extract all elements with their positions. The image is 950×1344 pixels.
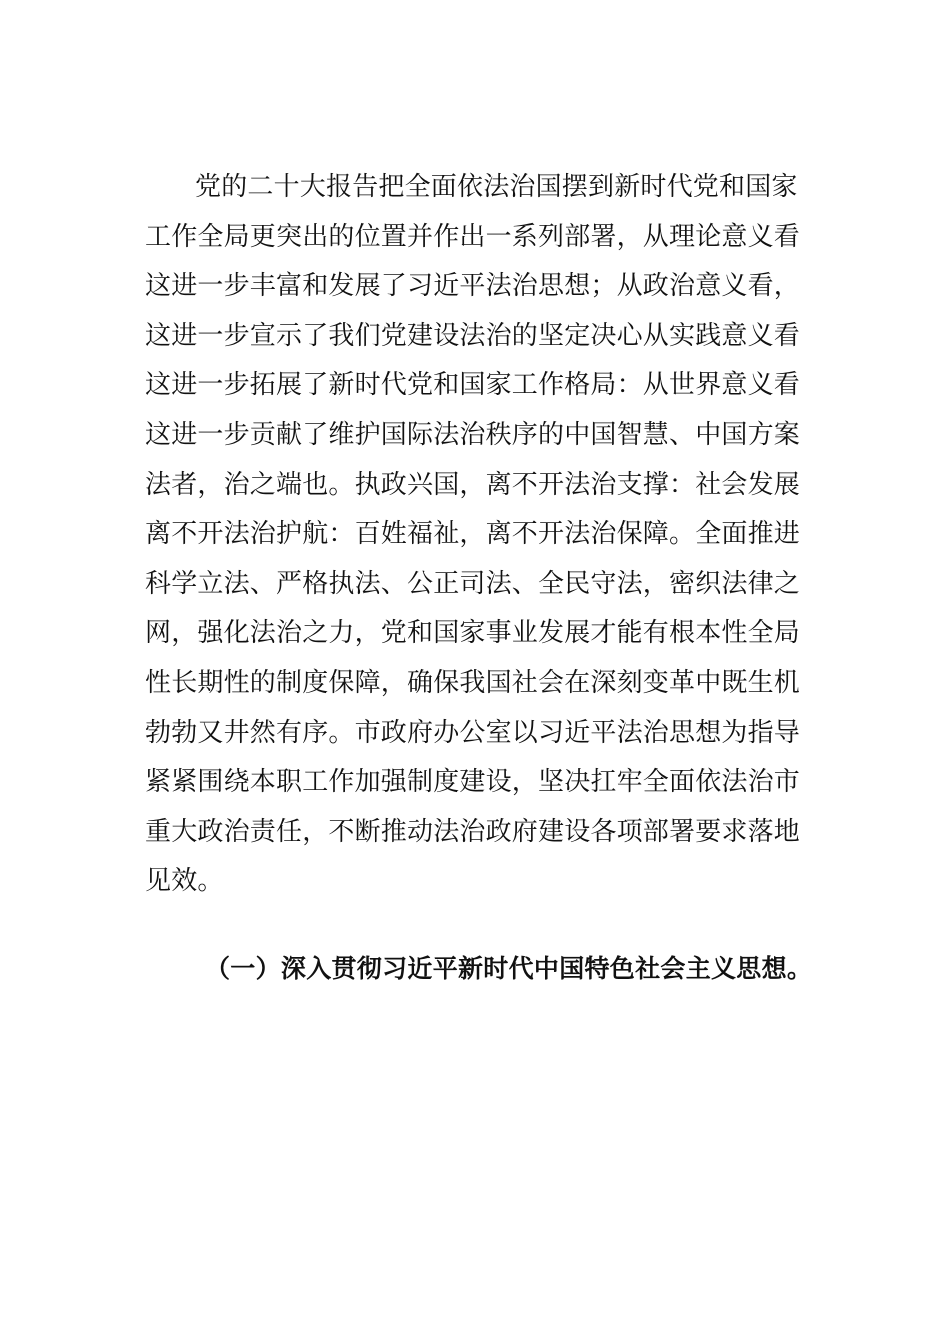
paragraph-line: 党的二十大报告把全面依法治国摆到新时代党和国家 <box>195 172 798 202</box>
paragraph-line: 见效。 <box>145 866 224 897</box>
paragraph-line: 网，强化法治之力，党和国家事业发展才能有根本性全局 <box>145 618 801 649</box>
body-paragraph <box>145 163 810 907</box>
paragraph-line: 性长期性的制度保障，确保我国社会在深刻变革中既生机 <box>145 667 801 698</box>
paragraph-line: 这进一步宣示了我们党建设法治的坚定决心从实践意义看 <box>145 320 801 351</box>
paragraph-line: 勃勃又井然有序。市政府办公室以习近平法治思想为指导 <box>145 717 801 748</box>
paragraph-line: 重大政治责任，不断推动法治政府建设各项部署要求落地 <box>145 816 801 847</box>
section-heading: （一）深入贯彻习近平新时代中国特色社会主义思想。 <box>205 954 813 983</box>
paragraph-line: 这进一步贡献了维护国际法治秩序的中国智慧、中国方案 <box>145 419 801 450</box>
paragraph-line: 法者，治之端也。执政兴国，离不开法治支撑：社会发展 <box>145 469 801 500</box>
paragraph-line: 这进一步丰富和发展了习近平法治思想；从政治意义看， <box>145 271 801 302</box>
paragraph-line: 工作全局更突出的位置并作出一系列部署，从理论意义看 <box>145 221 801 252</box>
paragraph-line: 离不开法治护航：百姓福祉，离不开法治保障。全面推进 <box>145 519 801 550</box>
paragraph-line: 科学立法、严格执法、公正司法、全民守法，密织法律之 <box>145 568 801 599</box>
paragraph-line: 紧紧围绕本职工作加强制度建设，坚决扛牢全面依法治市 <box>145 767 801 798</box>
paragraph-line: 这进一步拓展了新时代党和国家工作格局：从世界意义看 <box>145 370 801 401</box>
